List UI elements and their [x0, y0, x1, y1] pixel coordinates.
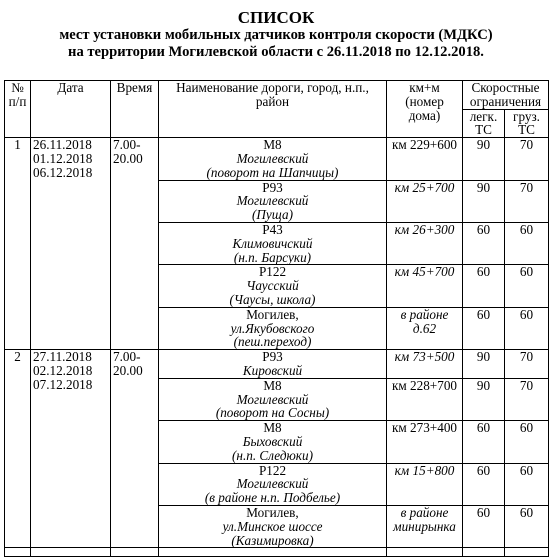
- speed-truck: 70: [505, 180, 549, 222]
- cut-cell: [31, 548, 111, 557]
- col-speed-header: Скоростные ограничения: [463, 81, 549, 110]
- row-number: 2: [5, 350, 31, 548]
- road-cell: [159, 222, 387, 264]
- km-cell: км 73+500: [387, 350, 463, 379]
- table-body: [5, 138, 549, 557]
- cut-cell: [387, 548, 463, 557]
- cut-cell: [5, 548, 31, 557]
- road-cell: [159, 378, 387, 420]
- cut-cell: [505, 548, 549, 557]
- road-name: Р93: [262, 179, 283, 195]
- table-row: [5, 350, 549, 379]
- doc-subtitle-line2: на территории Могилевской области с 26.11.2018 по 12.12.2018.: [68, 44, 484, 60]
- speed-truck: 60: [505, 307, 549, 349]
- row-time: 7.00- 20.00: [111, 350, 159, 548]
- speed-truck: 60: [505, 222, 549, 264]
- road-name: Р93: [262, 349, 283, 365]
- road-detail: Могилевский (поворот на Сосны): [215, 391, 330, 421]
- road-name: Могилев,: [246, 306, 299, 322]
- document-header: [0, 8, 552, 61]
- col-date-header: Дата: [31, 81, 111, 138]
- speed-car: 90: [463, 378, 505, 420]
- km-cell: км 15+800: [387, 463, 463, 505]
- road-cell: [159, 138, 387, 180]
- road-cell: [159, 180, 387, 222]
- speed-car: 90: [463, 180, 505, 222]
- road-cell: [159, 350, 387, 379]
- road-name: Могилев,: [246, 504, 299, 520]
- road-detail: Быховский (н.п. Следюки): [232, 433, 313, 463]
- road-name: М8: [263, 420, 282, 436]
- road-name: Р122: [258, 462, 287, 478]
- table-row-cut: [5, 548, 549, 557]
- km-cell: в районе д.62: [387, 307, 463, 349]
- road-name: М8: [263, 137, 282, 153]
- road-cell: [159, 505, 387, 547]
- road-detail: Климовичский (н.п. Барсуки): [232, 235, 313, 265]
- km-cell: км 229+600: [387, 138, 463, 180]
- speed-truck: 70: [505, 350, 549, 379]
- road-detail: Могилевский (поворот на Шапчицы): [206, 150, 339, 180]
- speed-car: 60: [463, 307, 505, 349]
- col-time-header: Время: [111, 81, 159, 138]
- road-detail: Могилевский (Пуща): [236, 193, 309, 223]
- road-cell: [159, 421, 387, 463]
- road-detail: Чаусский (Чаусы, школа): [229, 278, 316, 307]
- cut-cell: [463, 548, 505, 557]
- col-car-header: легк. ТС: [463, 109, 505, 138]
- road-cell: [159, 463, 387, 505]
- speed-truck: 70: [505, 138, 549, 180]
- doc-subtitle-line1: мест установки мобильных датчиков контроля скорости (МДКС): [59, 27, 493, 43]
- road-name: М8: [263, 377, 282, 393]
- speed-truck: 60: [505, 421, 549, 463]
- road-detail: ул.Минское шоссе (Казимировка): [222, 518, 323, 548]
- row-dates: 26.11.2018 01.12.2018 06.12.2018: [31, 138, 111, 350]
- row-time: 7.00- 20.00: [111, 138, 159, 350]
- road-cell: [159, 265, 387, 307]
- speed-car: 60: [463, 463, 505, 505]
- km-cell: в районе минирынка: [387, 505, 463, 547]
- col-truck-header: груз. ТС: [505, 109, 549, 138]
- doc-title: СПИСОК: [237, 8, 315, 27]
- mdks-table: [4, 80, 549, 557]
- km-cell: км 25+700: [387, 180, 463, 222]
- col-num-header: № п/п: [5, 81, 31, 138]
- road-cell: [159, 307, 387, 349]
- speed-car: 90: [463, 138, 505, 180]
- speed-truck: 60: [505, 463, 549, 505]
- km-cell: км 273+400: [387, 421, 463, 463]
- row-dates: 27.11.2018 02.12.2018 07.12.2018: [31, 350, 111, 548]
- speed-truck: 60: [505, 505, 549, 547]
- km-cell: км 26+300: [387, 222, 463, 264]
- col-road-header: Наименование дороги, город, н.п., район: [159, 81, 387, 138]
- km-cell: км 45+700: [387, 265, 463, 307]
- speed-car: 60: [463, 265, 505, 307]
- speed-car: 60: [463, 222, 505, 264]
- cut-cell: [159, 548, 387, 557]
- km-cell: км 228+700: [387, 378, 463, 420]
- speed-truck: 60: [505, 265, 549, 307]
- table-row: [5, 138, 549, 180]
- speed-car: 60: [463, 421, 505, 463]
- speed-truck: 70: [505, 378, 549, 420]
- col-km-header: км+м (номер дома): [387, 81, 463, 138]
- row-number: 1: [5, 138, 31, 350]
- road-name: Р43: [262, 221, 283, 237]
- road-detail: ул.Якубовского (пеш.переход): [230, 320, 315, 350]
- cut-cell: [111, 548, 159, 557]
- road-detail: Кировский: [242, 362, 303, 378]
- road-name: Р122: [258, 264, 287, 280]
- speed-car: 60: [463, 505, 505, 547]
- road-detail: Могилевский (в районе н.п. Подбелье): [204, 476, 341, 506]
- speed-car: 90: [463, 350, 505, 379]
